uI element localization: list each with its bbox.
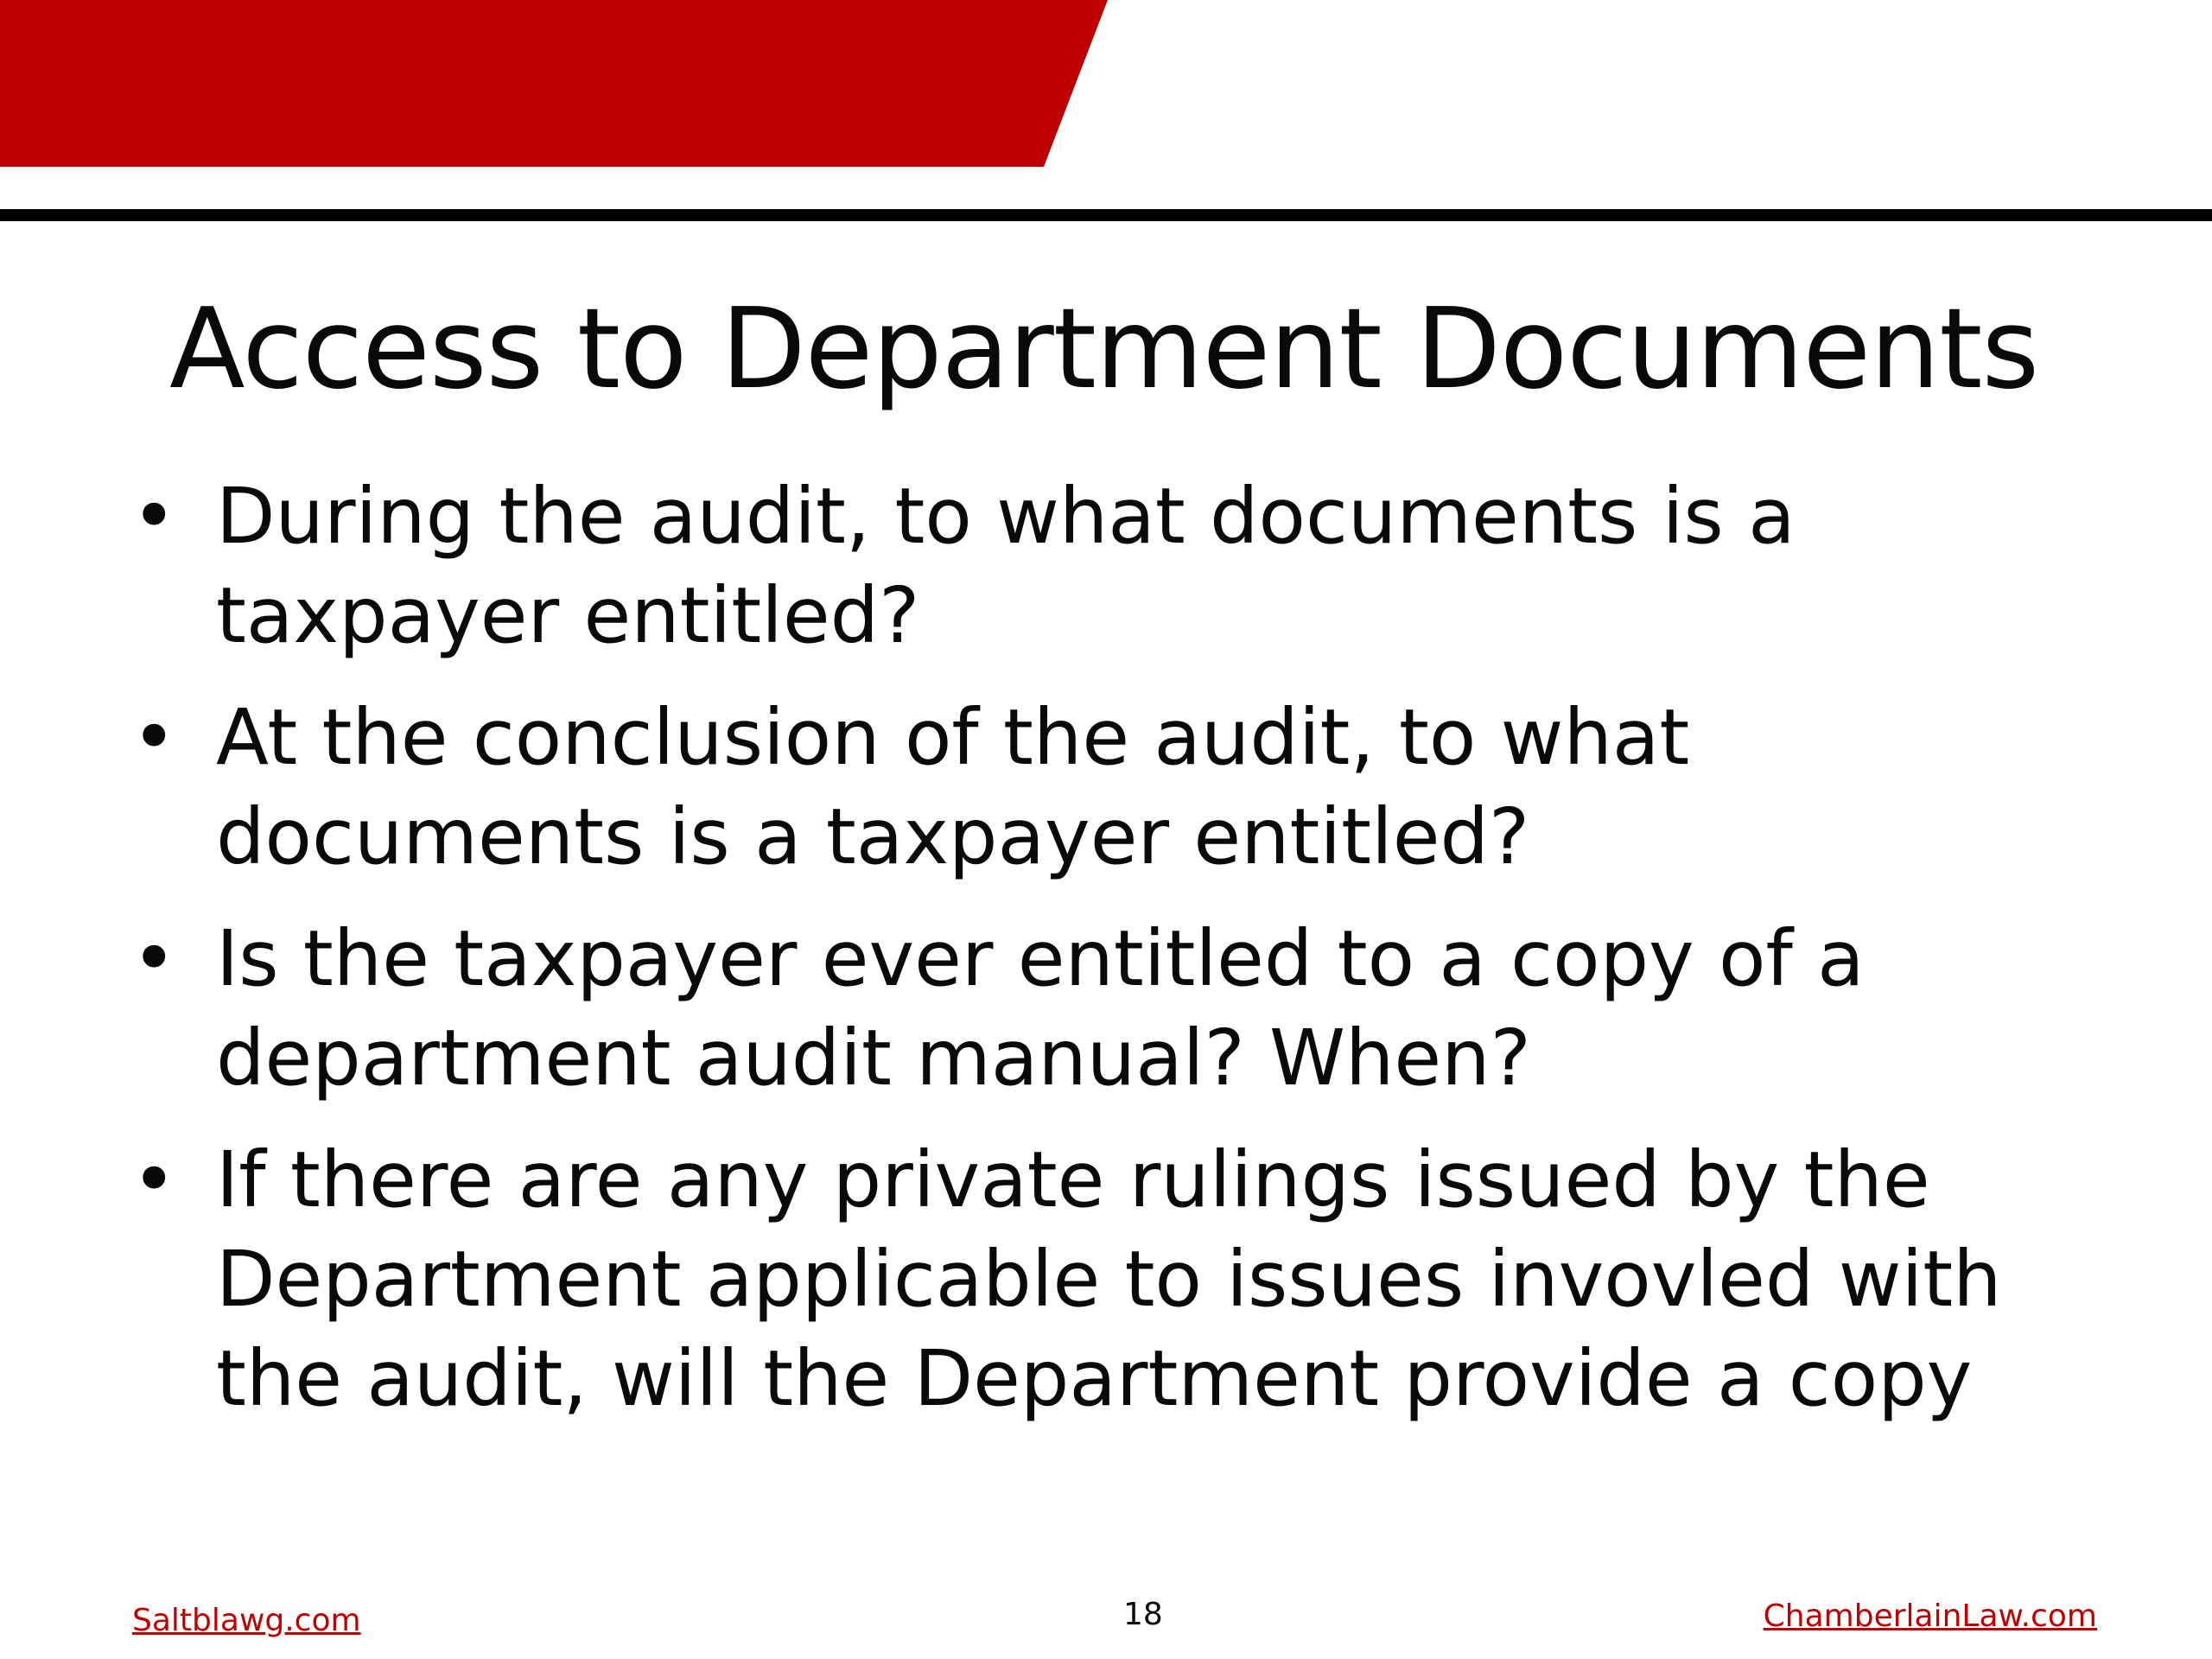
thick-rule	[0, 209, 2212, 221]
bullet-item	[130, 467, 2134, 665]
bullet-text: Is the taxpayer ever entitled to a copy of a department audit manual? When?	[216, 913, 1865, 1103]
bullet-text: If there are any private rulings issued by the Department applicable to issues invovled with the audit, will the Department provide a copy	[216, 1135, 2002, 1423]
bullet-text: At the conclusion of the audit, to what documents is a taxpayer entitled?	[216, 692, 1690, 881]
bullet-dot-icon: •	[131, 913, 177, 1003]
bullet-text: During the audit, to what documents is a taxpayer entitled?	[216, 471, 1796, 660]
thick-rule-container	[0, 207, 2212, 225]
saltblawg-link[interactable]: Saltblawg.com	[132, 1603, 361, 1638]
bullet-dot-icon: •	[131, 471, 177, 561]
bullet-dot-icon: •	[131, 692, 177, 782]
red-banner-shape	[0, 0, 1108, 167]
bullet-item	[130, 1130, 2134, 1428]
page-number: 18	[1123, 1597, 1163, 1632]
chamberlainlaw-link[interactable]: ChamberlainLaw.com	[1763, 1599, 2097, 1634]
slide-title: Access to Department Documents	[169, 285, 2039, 414]
bullet-item	[130, 909, 2134, 1108]
bullet-dot-icon: •	[131, 1135, 177, 1224]
header-banner	[0, 0, 2212, 173]
bullet-list	[130, 467, 2134, 1451]
bullet-item	[130, 688, 2134, 887]
